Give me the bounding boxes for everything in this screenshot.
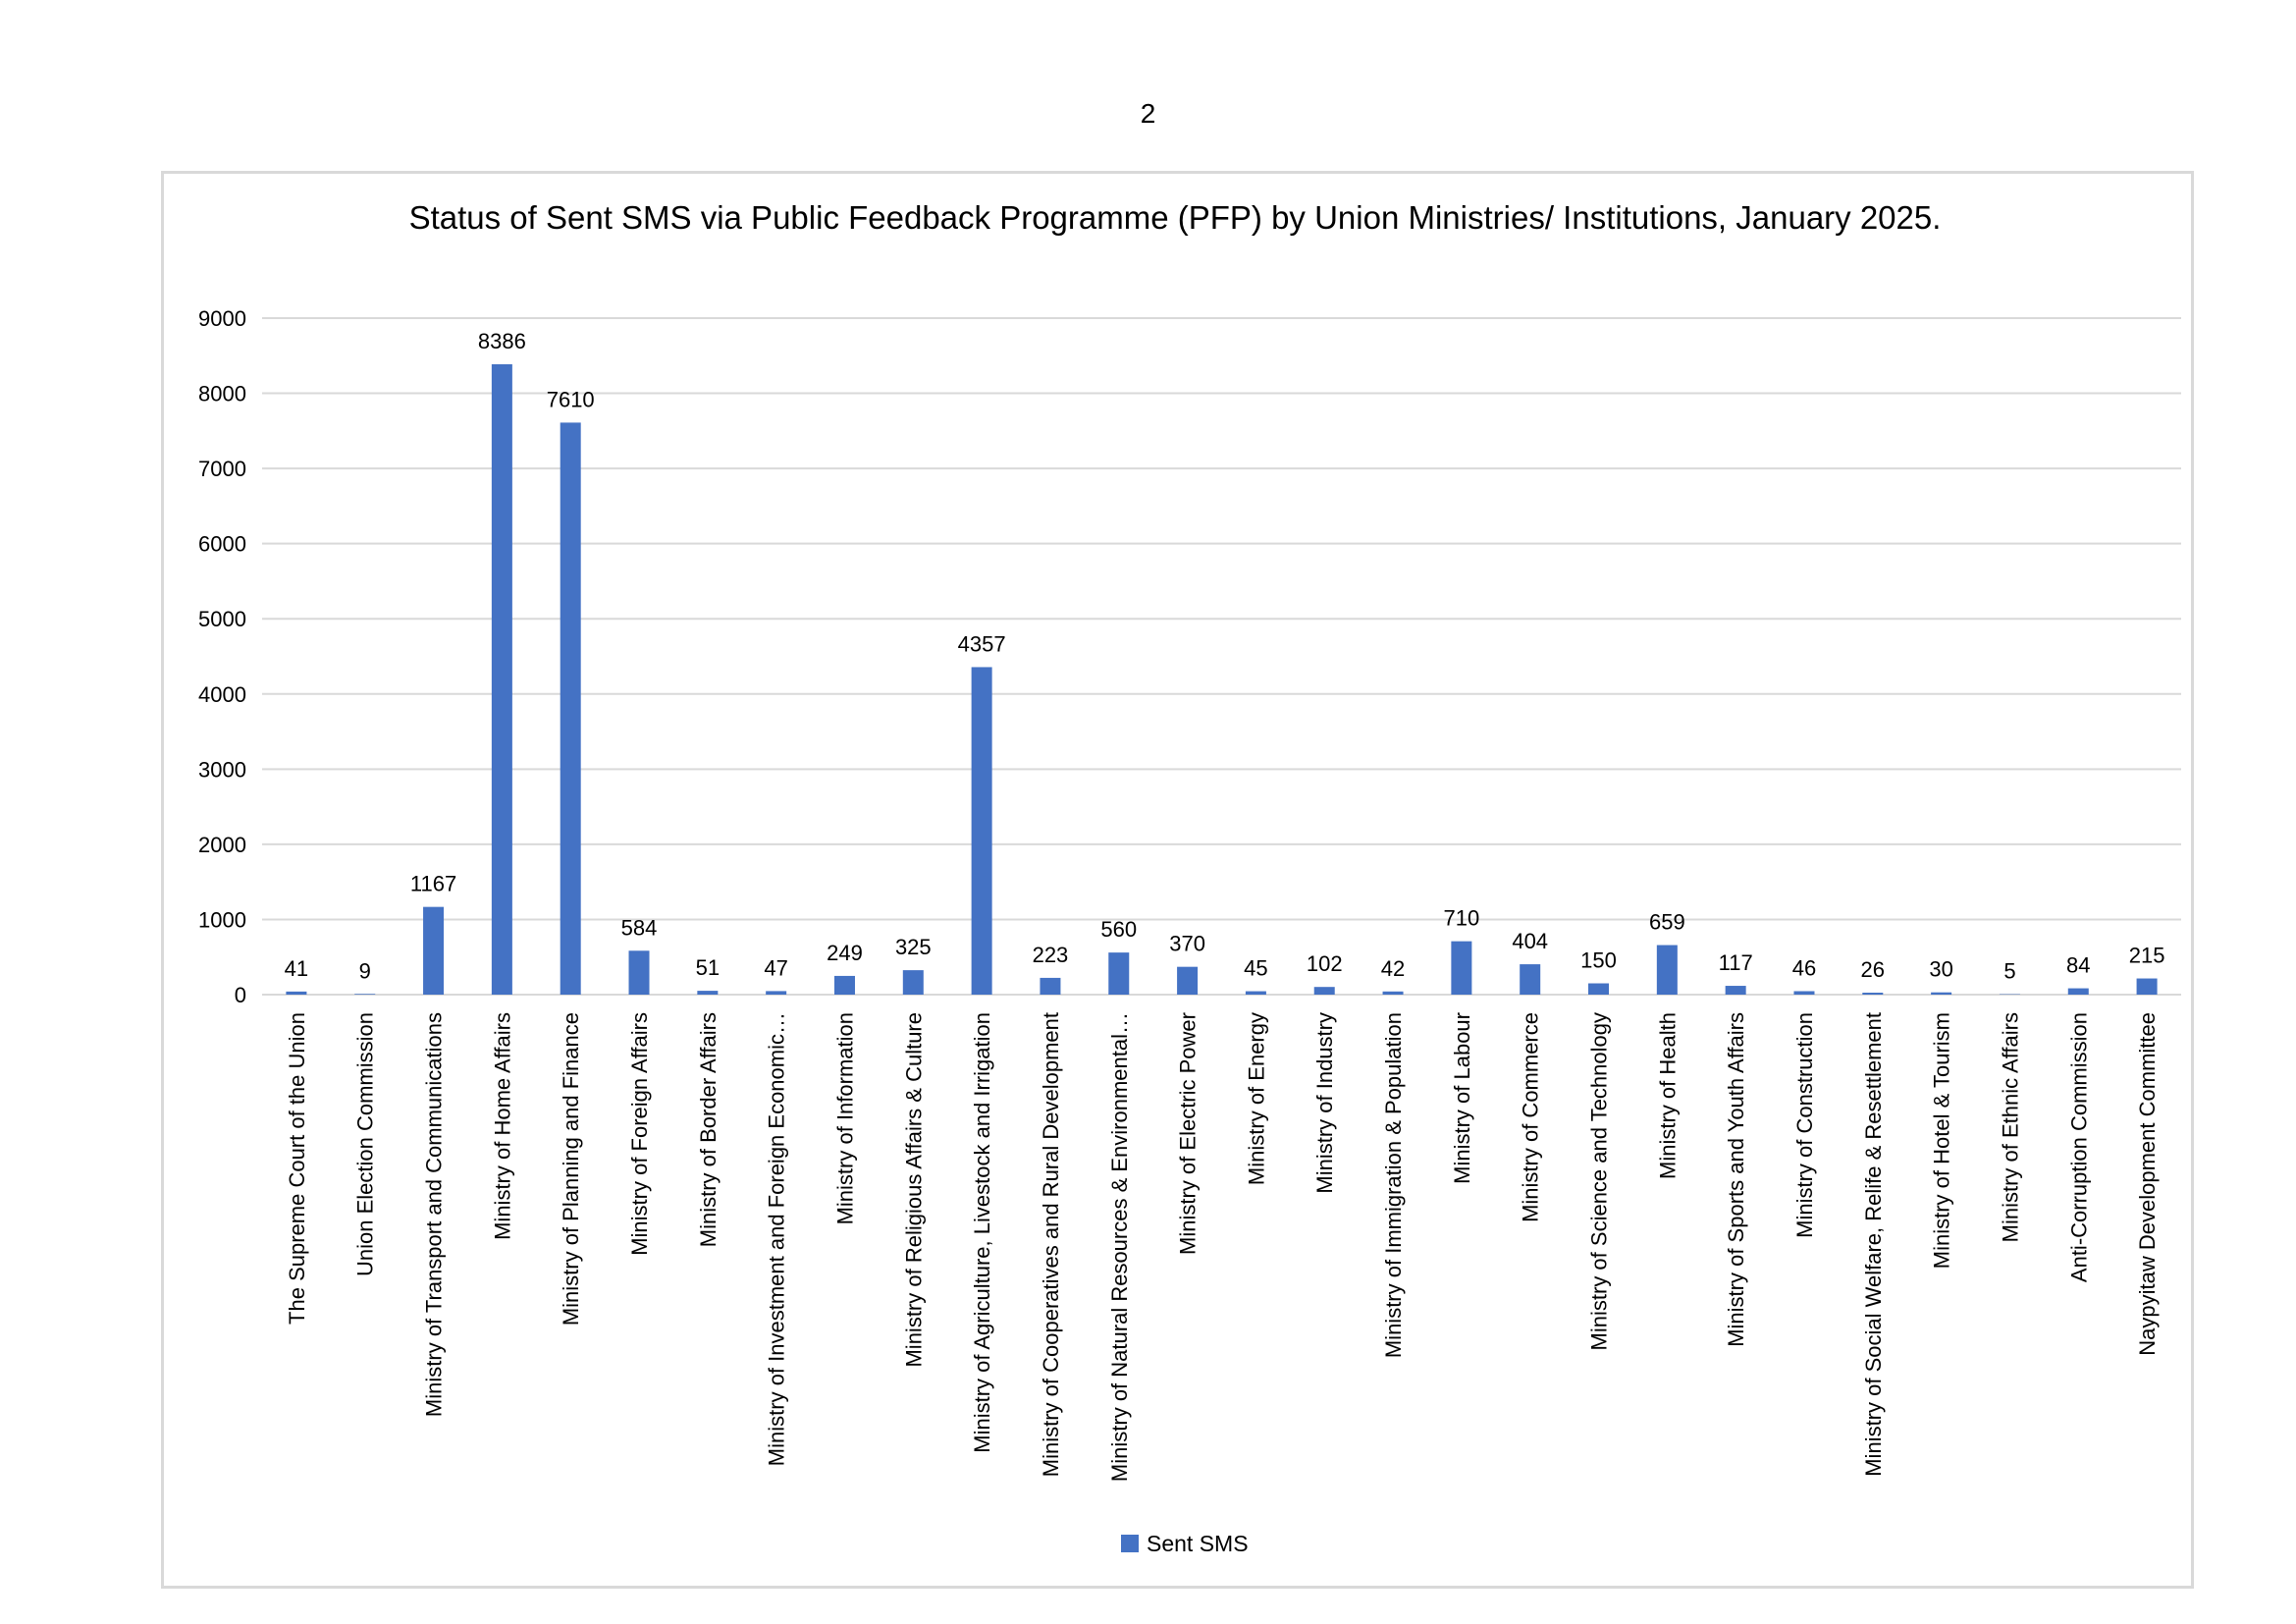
data-label: 117 — [1718, 950, 1753, 976]
bar — [354, 994, 375, 995]
data-label: 30 — [1929, 956, 1953, 982]
category-label: Ministry of Energy — [1244, 1012, 1269, 1186]
data-label: 8386 — [477, 329, 526, 354]
data-label: 223 — [1032, 942, 1069, 967]
category-label: Ministry of Immigration & Population — [1381, 1012, 1407, 1359]
bar — [1520, 964, 1540, 995]
data-label: 4357 — [957, 631, 1006, 657]
bar — [2137, 979, 2158, 995]
bar-chart — [164, 174, 2191, 1586]
category-label: Ministry of Natural Resources & Environmental… — [1106, 1012, 1132, 1483]
y-tick-label: 6000 — [198, 531, 246, 557]
legend-label: Sent SMS — [1147, 1531, 1249, 1556]
category-label: Ministry of Health — [1655, 1012, 1681, 1179]
bar — [1793, 991, 1814, 995]
data-label: 51 — [695, 955, 721, 981]
bar — [561, 422, 581, 995]
category-label: Ministry of Religious Affairs & Culture — [901, 1012, 927, 1368]
category-label: Ministry of Transport and Communications — [421, 1012, 447, 1418]
page-number: 2 — [1140, 98, 1156, 129]
data-label: 710 — [1443, 905, 1480, 931]
bar — [1862, 993, 1883, 995]
data-label: 1167 — [409, 871, 457, 896]
legend — [1121, 1531, 1249, 1556]
legend-swatch — [1121, 1535, 1139, 1552]
category-label: Ministry of Home Affairs — [490, 1012, 515, 1240]
bar — [1931, 993, 1951, 995]
bar — [1040, 978, 1060, 995]
bar — [903, 970, 924, 995]
bar — [492, 364, 512, 995]
y-tick-label: 4000 — [198, 681, 246, 707]
bar — [1451, 942, 1471, 995]
data-label: 84 — [2066, 952, 2091, 978]
category-label: Ministry of Science and Technology — [1586, 1012, 1612, 1351]
bar — [1588, 984, 1609, 995]
data-label: 102 — [1306, 951, 1343, 977]
y-tick-label: 8000 — [198, 381, 246, 406]
data-label: 560 — [1100, 917, 1138, 943]
data-label: 249 — [827, 940, 863, 965]
data-label: 41 — [284, 955, 309, 981]
bar — [972, 667, 992, 995]
bar — [1726, 986, 1746, 995]
bar — [2068, 989, 2089, 995]
bar — [1177, 967, 1198, 995]
bar — [629, 950, 650, 995]
category-label: Ministry of Labour — [1449, 1012, 1474, 1184]
category-label: Ministry of Hotel & Tourism — [1929, 1012, 1954, 1270]
data-label: 370 — [1169, 931, 1205, 956]
category-label: Ministry of Investment and Foreign Economic… — [764, 1012, 789, 1467]
y-tick-label: 3000 — [198, 757, 246, 783]
category-label: Ministry of Sports and Youth Affairs — [1724, 1012, 1749, 1347]
data-label: 325 — [894, 935, 932, 960]
category-label: Ministry of Planning and Finance — [559, 1012, 584, 1326]
data-label: 47 — [764, 955, 788, 981]
data-label: 584 — [620, 915, 658, 941]
category-label: Ministry of Foreign Affairs — [627, 1012, 653, 1256]
category-label: Ministry of Agriculture, Livestock and Irrigation — [970, 1012, 995, 1453]
bars — [286, 364, 2157, 995]
data-label: 26 — [1860, 957, 1886, 983]
data-label: 659 — [1648, 909, 1685, 935]
y-tick-label: 1000 — [198, 907, 246, 933]
chart-frame — [161, 171, 2194, 1589]
category-label: Naypyitaw Development Committee — [2135, 1012, 2161, 1356]
category-label: Ministry of Commerce — [1518, 1012, 1543, 1222]
data-label: 46 — [1791, 955, 1817, 981]
y-tick-label: 9000 — [198, 306, 246, 331]
y-axis-ticks — [198, 306, 246, 1007]
data-label: 9 — [358, 958, 371, 984]
chart-title: Status of Sent SMS via Public Feedback Programme (PFP) by Union Ministries/ Institutions, January 2025. — [408, 199, 1942, 236]
bar — [1383, 992, 1404, 995]
bar — [1108, 952, 1129, 995]
category-label: Ministry of Electric Power — [1175, 1012, 1201, 1255]
bar — [697, 991, 718, 995]
category-label: Union Election Commission — [352, 1012, 378, 1276]
category-label: Ministry of Ethnic Affairs — [1998, 1012, 2023, 1243]
data-label: 5 — [2003, 958, 2016, 984]
data-label: 404 — [1512, 929, 1549, 954]
bar — [1314, 987, 1335, 995]
category-label: Ministry of Construction — [1791, 1012, 1817, 1238]
data-label: 215 — [2128, 943, 2165, 968]
category-label: Ministry of Cooperatives and Rural Development — [1038, 1012, 1063, 1478]
category-label: Ministry of Industry — [1312, 1012, 1338, 1194]
y-tick-label: 0 — [234, 983, 246, 1007]
category-labels — [285, 1012, 2160, 1482]
data-label: 45 — [1244, 955, 1268, 981]
bar — [286, 992, 306, 995]
bar — [766, 991, 786, 995]
gridlines — [262, 318, 2181, 995]
bar — [834, 976, 855, 995]
y-tick-label: 7000 — [198, 457, 246, 482]
bar — [423, 907, 444, 995]
data-label: 150 — [1580, 947, 1617, 973]
category-label: Ministry of Social Welfare, Relife & Resettlement — [1860, 1012, 1886, 1477]
category-label: Anti-Corruption Commission — [2066, 1012, 2092, 1283]
category-label: Ministry of Information — [832, 1012, 858, 1225]
bar — [1246, 992, 1266, 995]
category-label: The Supreme Court of the Union — [284, 1012, 309, 1325]
data-label: 7610 — [546, 387, 595, 412]
y-tick-label: 2000 — [198, 832, 246, 857]
y-tick-label: 5000 — [198, 607, 246, 632]
bar — [1657, 946, 1678, 995]
data-label: 42 — [1380, 955, 1406, 981]
category-label: Ministry of Border Affairs — [695, 1012, 721, 1248]
